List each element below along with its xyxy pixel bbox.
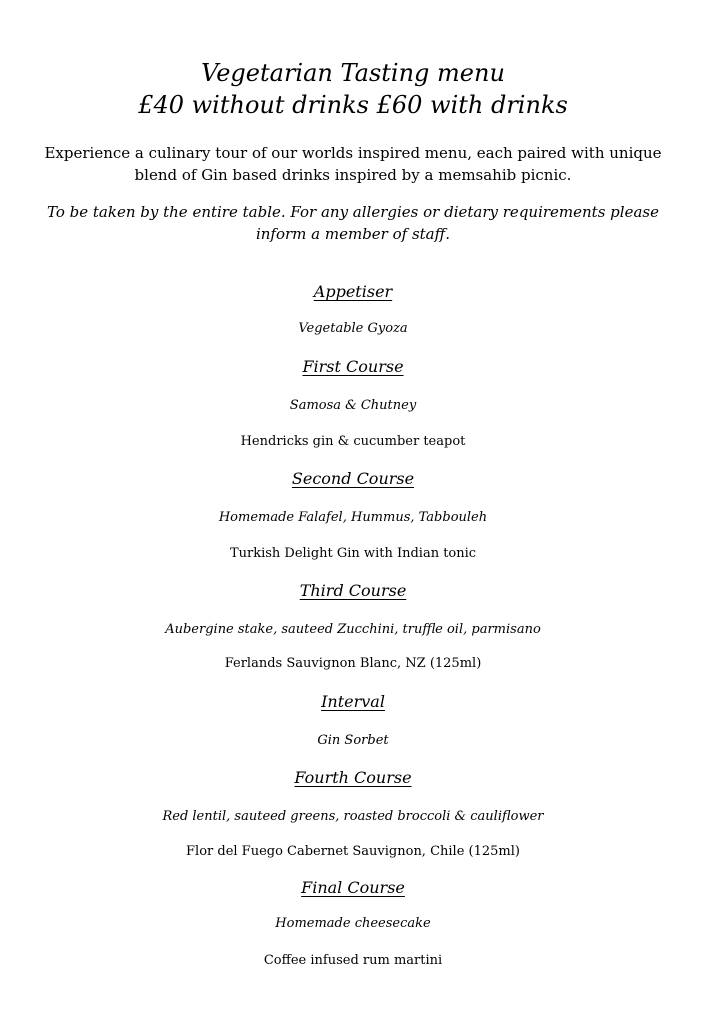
course-drink-second: Turkish Delight Gin with Indian tonic bbox=[229, 546, 477, 561]
menu-title: Vegetarian Tasting menu bbox=[201, 59, 505, 87]
course-dish-final: Homemade cheesecake bbox=[275, 916, 431, 931]
menu-intro: Experience a culinary tour of our worlds inspired menu, each paired with unique blend of Gin based drinks inspired by a memsahib picnic. bbox=[44, 144, 662, 184]
course-heading-interval: Interval bbox=[321, 692, 385, 711]
course-heading-final: Final Course bbox=[301, 878, 405, 897]
course-heading-third: Third Course bbox=[299, 581, 407, 600]
menu-price: £40 without drinks £60 with drinks bbox=[138, 91, 568, 119]
course-heading-first: First Course bbox=[302, 357, 404, 376]
course-heading-fourth: Fourth Course bbox=[294, 768, 412, 787]
course-drink-third: Ferlands Sauvignon Blanc, NZ (125ml) bbox=[224, 656, 482, 671]
course-dish-first: Samosa & Chutney bbox=[289, 398, 417, 413]
course-drink-fourth: Flor del Fuego Cabernet Sauvignon, Chile (125ml) bbox=[186, 844, 520, 859]
course-heading-second: Second Course bbox=[291, 469, 415, 488]
course-dish-appetiser: Vegetable Gyoza bbox=[298, 321, 408, 336]
course-drink-final: Coffee infused rum martini bbox=[263, 953, 443, 968]
course-drink-first: Hendricks gin & cucumber teapot bbox=[240, 434, 466, 449]
course-dish-third: Aubergine stake, sauteed Zucchini, truffle oil, parmisano bbox=[165, 622, 541, 637]
course-dish-interval: Gin Sorbet bbox=[317, 733, 389, 748]
course-dish-second: Homemade Falafel, Hummus, Tabbouleh bbox=[218, 510, 488, 525]
course-heading-appetiser: Appetiser bbox=[313, 282, 393, 301]
course-dish-fourth: Red lentil, sauteed greens, roasted broccoli & cauliflower bbox=[162, 809, 544, 824]
menu-notice: To be taken by the entire table. For any allergies or dietary requirements please inform a member of staff. bbox=[47, 203, 659, 243]
